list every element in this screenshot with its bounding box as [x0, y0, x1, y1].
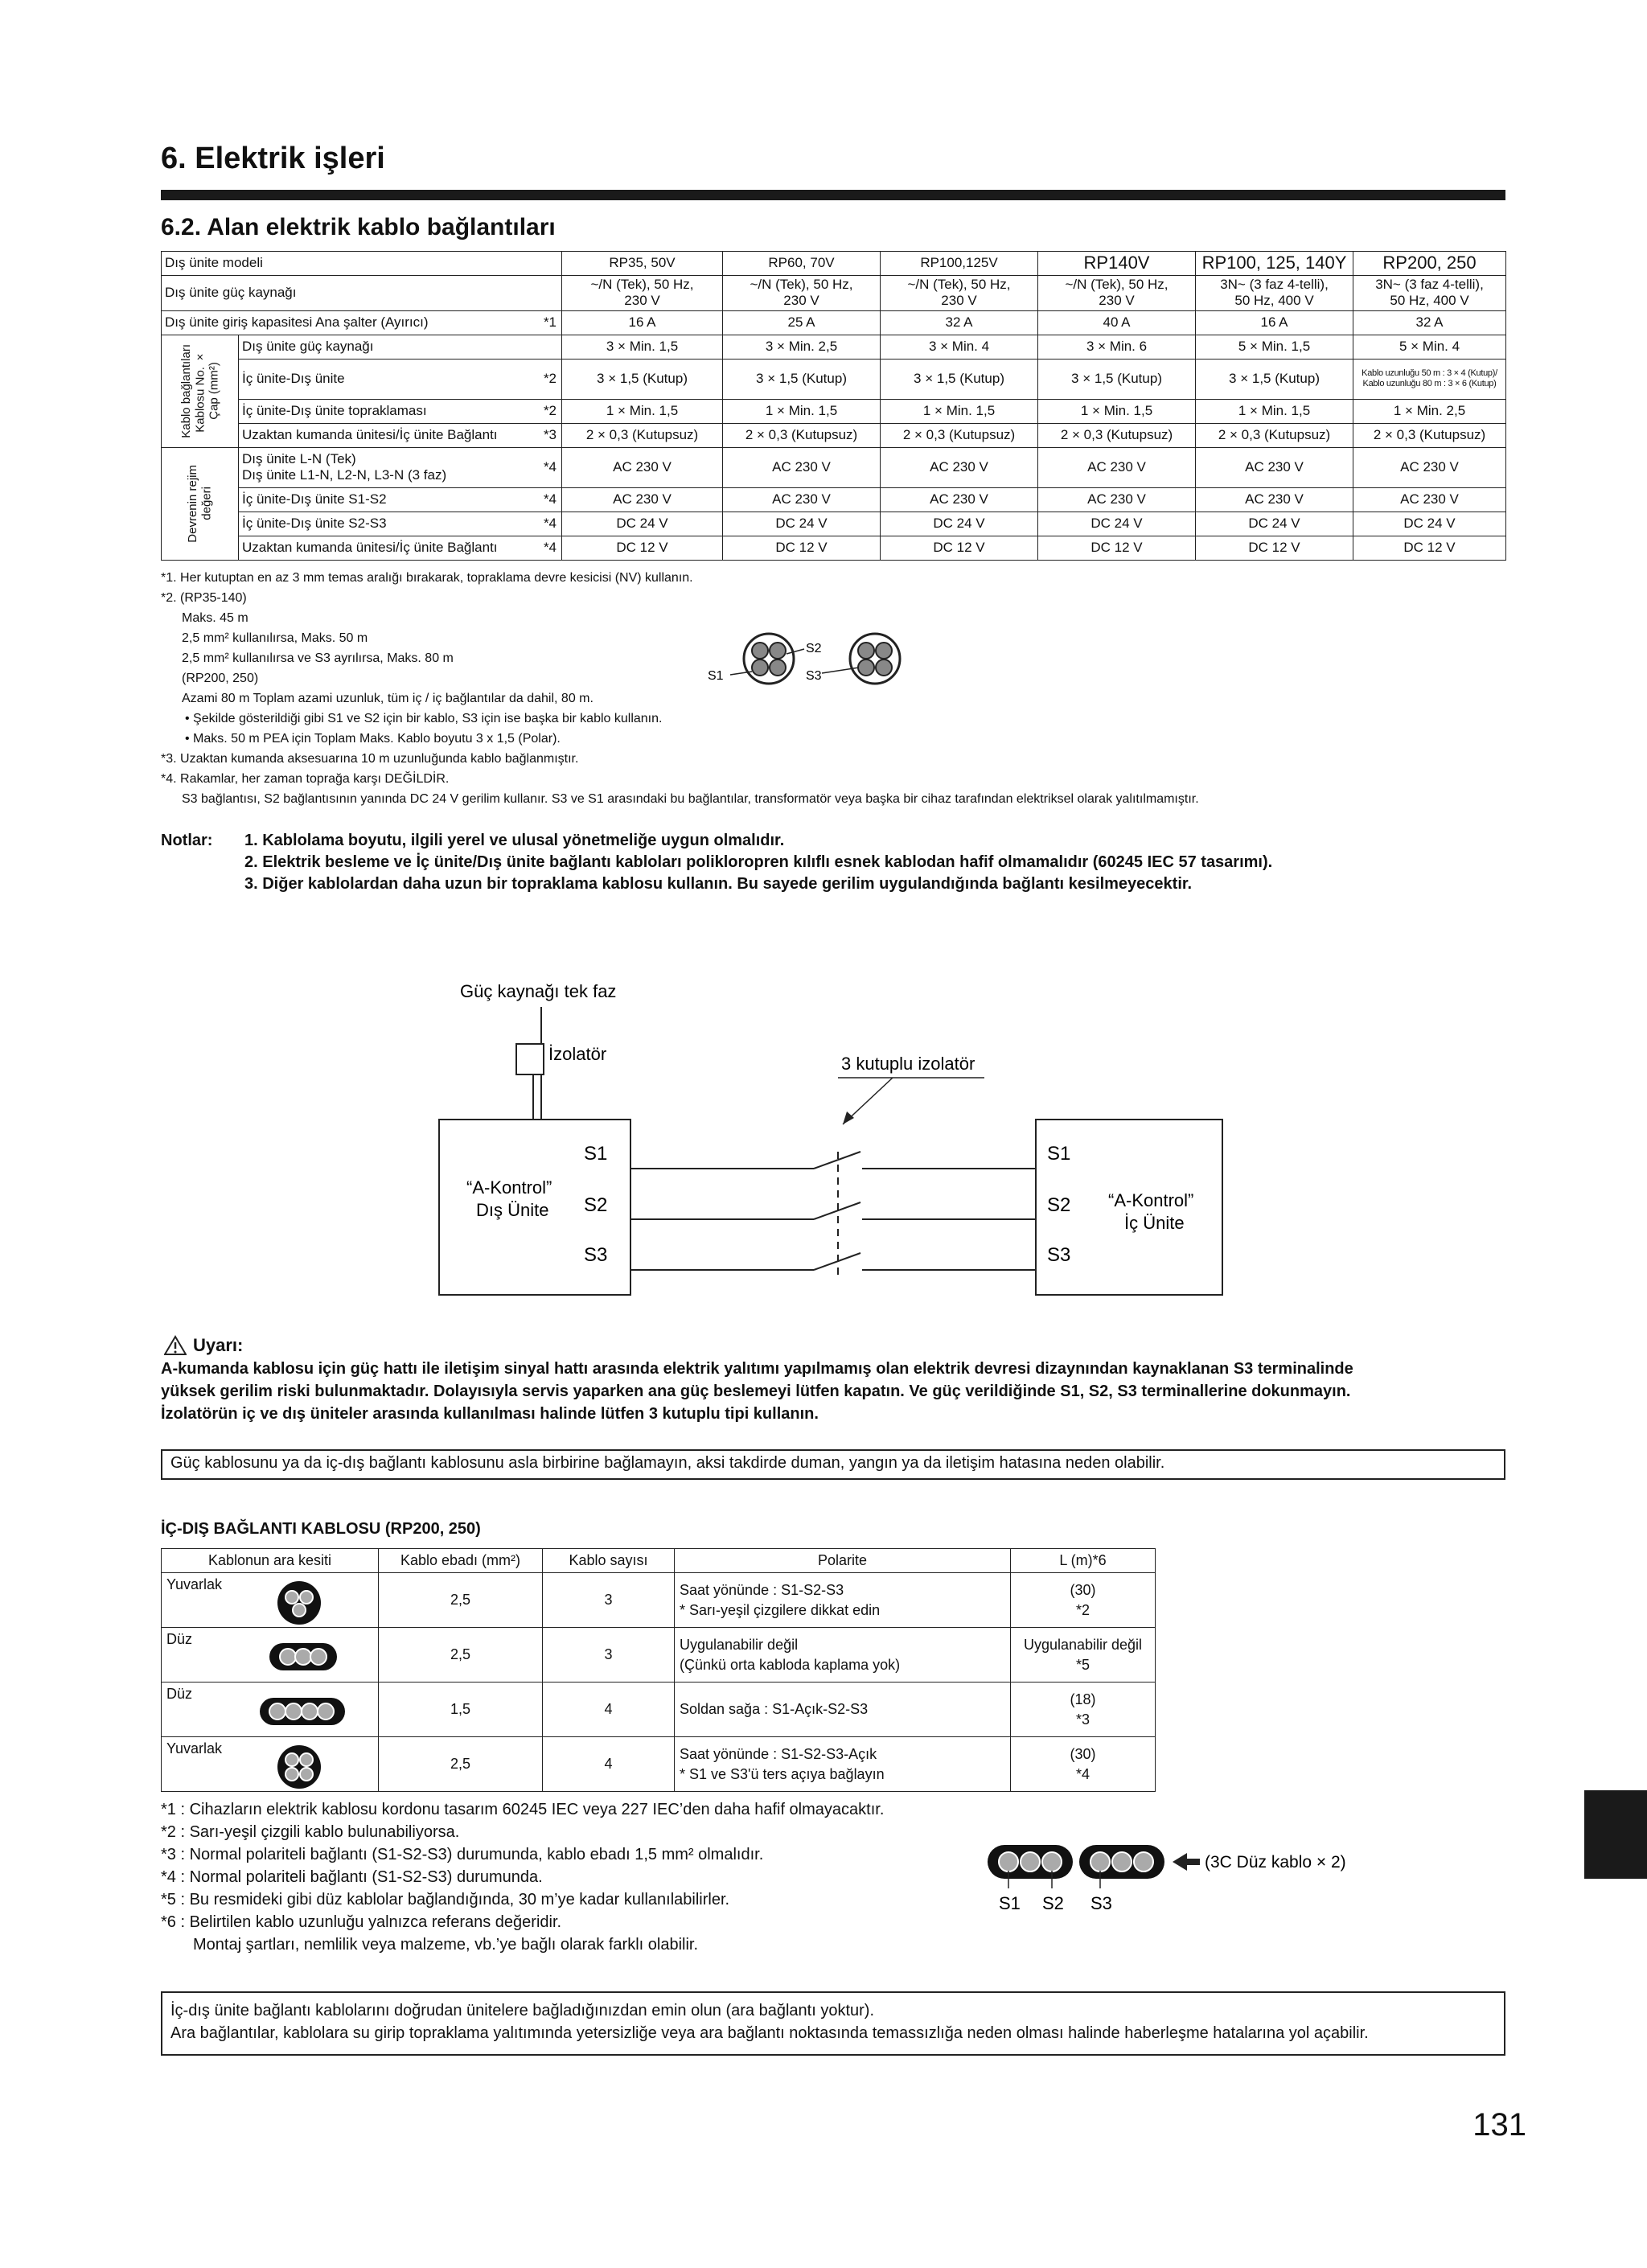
flat-4-core-cable-icon — [258, 1695, 347, 1728]
s3-label: S3 — [806, 669, 822, 683]
cable-cross-section-figure — [708, 631, 917, 688]
row-label: Dış ünite L-N (Tek) Dış ünite L1-N, L2-N, L3-N (3 faz) — [239, 447, 530, 487]
breaker-mark: *1 — [530, 310, 562, 335]
breaker-cell: 40 A — [1038, 310, 1196, 335]
table-row: Yuvarlak 2,5 4 Saat yönünde : S1-S2-S3-Açık * S1 ve S3'ü ters açıya bağlayın (30) *4 — [162, 1737, 1156, 1792]
isolator-symbol — [516, 1044, 544, 1074]
round-3-core-cable-icon — [276, 1580, 322, 1626]
indoor-label-1: “A-Kontrol” — [1108, 1190, 1194, 1210]
caution-box: Güç kablosunu ya da iç-dış bağlantı kablosunu asla birbirine bağlamayın, aksi takdirde duman, yangın ya da iletişim hatasına neden olabilir. — [161, 1449, 1505, 1480]
warning-text: A-kumanda kablosu için güç hattı ile iletişim sinyal hattı arasında elektrik yalıtımı yapılmamış olan elektrik devresi dizaynından kaynaklanan S3 terminalinde yüksek gerilim riski bulunmaktadır. Dolayısıyla servis yaparken ana güç beslemeyi lütfen kapatın. Ve güç verildiğinde S1, S2, S3 terminallerine dokunmayın. İzolatörün iç ve dış üniteler arasında kullanılması halinde lütfen 3 kutuplu tipi kullanın. — [161, 1360, 1353, 1423]
round-4-core-cable-icon — [276, 1744, 322, 1790]
flat-cable-1-icon — [988, 1845, 1073, 1879]
wiring-diagram — [426, 973, 1263, 1311]
breaker-label: Dış ünite giriş kapasitesi Ana şalter (Ayırıcı) — [162, 310, 530, 335]
g2-row: Uzaktan kumanda ünitesi/İç ünite Bağlantı *4 DC 12 V DC 12 V DC 12 V DC 12 V DC 12 V DC 12 V — [162, 536, 1506, 560]
row-label: İç ünite-Dış ünite S2-S3 — [239, 512, 530, 536]
outdoor-label-1: “A-Kontrol” — [466, 1177, 552, 1198]
notes-list: 1. Kablolama boyutu, ilgili yerel ve ulusal yönetmeliğe uygun olmalıdır. 2. Elektrik besleme ve İç ünite/Dış ünite bağlantı kabloları polikloropren kılıflı esnek kablodan hafif olmamalıdır (60245 IEC 57 tasarımı). 3. Diğer kablolardan daha uzun bir topraklama kablosu kullanın. Bu sayede gerilim uygulandığında bağlantı kesilmeyecektir. — [244, 832, 1273, 893]
row-label: Uzaktan kumanda ünitesi/İç ünite Bağlantı — [239, 536, 530, 560]
breaker-cell: 32 A — [1353, 310, 1506, 335]
power-row — [162, 276, 1506, 311]
second-cable-icon — [850, 634, 900, 684]
terminal-s2: S2 — [584, 1194, 608, 1216]
power-cell: ~/N (Tek), 50 Hz, 230 V — [562, 276, 723, 311]
power-cell: ~/N (Tek), 50 Hz, 230 V — [1038, 276, 1196, 311]
long-cable-note: Kablo uzunluğu 50 m : 3 × 4 (Kutup)/ Kablo uzunluğu 80 m : 3 × 6 (Kutup) — [1353, 359, 1506, 399]
group1-label: Kablo bağlantıları Kablosu No. × Çap (mm²) — [162, 335, 239, 447]
arrow-left-icon — [1173, 1853, 1187, 1871]
g1-row: Kablo bağlantıları Kablosu No. × Çap (mm²) Dış ünite güç kaynağı 3 × Min. 1,5 3 × Min. 2,5 3 × Min. 4 3 × Min. 6 5 × Min. 1,5 5 × Min. 4 — [162, 335, 1506, 359]
g1-row: İç ünite-Dış ünite topraklaması *2 1 × Min. 1,5 1 × Min. 1,5 1 × Min. 1,5 1 × Min. 1,5 1 × Min. 1,5 1 × Min. 2,5 — [162, 399, 1506, 423]
row-label: Uzaktan kumanda ünitesi/İç ünite Bağlantı — [239, 423, 530, 447]
s2-label: S2 — [806, 642, 822, 655]
breaker-cell: 32 A — [881, 310, 1038, 335]
table-row: Yuvarlak 2,5 3 Saat yönünde : S1-S2-S3 * Sarı-yeşil çizgilere dikkat edin (30) *2 — [162, 1573, 1156, 1628]
model-cell: RP200, 250 — [1353, 252, 1506, 276]
terminal-s3: S3 — [584, 1244, 608, 1266]
flat-cable-pair-figure — [986, 1842, 1388, 1914]
cable-footnotes: *1 : Cihazların elektrik kablosu kordonu tasarım 60245 IEC veya 227 IEC’den daha hafif olmayacaktır. *2 : Sarı-yeşil çizgili kablo bulunabiliyorsa. *3 : Normal polariteli bağlantı (S1-S2-S3) durumunda, kablo ebadı 1,5 mm² olmalıdır. *4 : Normal polariteli bağlantı (S1-S2-S3) durumunda. *5 : Bu resmideki gibi düz kablolar bağlandığında, 30 m’ye kadar kullanılabilirler. *6 : Belirtilen kablo uzunluğu yalnızca referans değeridir. Montaj şartları, nemlilik veya malzeme, vb.’ye bağlı olarak farklı olabilir. — [161, 1801, 885, 1954]
terminal-s3-indoor: S3 — [1047, 1244, 1071, 1266]
power-supply-label: Güç kaynağı tek faz — [460, 981, 617, 1001]
footnotes: *1. Her kutuptan en az 3 mm temas aralığı bırakarak, topraklama devre kesicisi (NV) kullanın. *2. (RP35-140) Maks. 45 m 2,5 mm² kullanılırsa, Maks. 50 m 2,5 mm² kullanılırsa ve S3 ayrılırsa, Maks. 80 m (RP200, 250) Azami 80 m Toplam azami uzunluk, tüm iç / iç bağlantılar da dahil, 80 m. • Şekilde gösterildiği gibi S1 ve S2 için bir kablo, S3 için ise başka bir kablo kullanın. • Maks. 50 m PEA için Toplam Maks. Kablo boyutu 3 x 1,5 (Polar). *3. Uzaktan kumanda aksesuarına 10 m uzunluğunda kablo bağlanmıştır. *4. Rakamlar, her zaman toprağa karşı DEĞİLDİR. S3 bağlantısı, S2 bağlantısının yanında DC 24 V gerilim kullanır. S3 ve S1 arasındaki bu bağlantılar, transformatör veya başka bir cihaz tarafından elektriksel olarak yalıtılmamıştır. — [161, 571, 1199, 806]
breaker-cell: 25 A — [723, 310, 881, 335]
two-core-cable-icon — [744, 634, 794, 684]
group2-label: Devrenin rejim değeri — [162, 447, 239, 560]
power-label: Dış ünite güç kaynağı — [162, 276, 530, 311]
row-label: İç ünite-Dış ünite — [239, 359, 530, 399]
flat-cable-2-icon — [1079, 1845, 1164, 1879]
three-pole-isolator-label: 3 kutuplu izolatör — [841, 1054, 975, 1074]
power-cell: ~/N (Tek), 50 Hz, 230 V — [881, 276, 1038, 311]
row-label: İç ünite-Dış ünite topraklaması — [239, 399, 530, 423]
isolator-label: İzolatör — [548, 1044, 607, 1064]
info-box: İç-dış ünite bağlantı kablolarını doğrudan ünitelere bağladığınızdan emin olun (ara bağlantı yoktur). Ara bağlantılar, kablolara su girip topraklama yalıtımında yetersizliğe veya ara bağlantı noktasında temassızlığa neden olması halinde haberleşme hatalarına yol açabilir. — [161, 1991, 1505, 2056]
row-label: İç ünite-Dış ünite S1-S2 — [239, 487, 530, 512]
cable-table-title: İÇ-DIŞ BAĞLANTI KABLOSU (RP200, 250) — [161, 1520, 481, 1538]
g2-row: İç ünite-Dış ünite S1-S2 *4 AC 230 V AC 230 V AC 230 V AC 230 V AC 230 V AC 230 V — [162, 487, 1506, 512]
cable-table — [161, 1548, 1156, 1792]
section-tab-marker — [1584, 1790, 1647, 1879]
notes-label: Notlar: — [161, 832, 213, 849]
warning-title: Uyarı: — [193, 1335, 244, 1355]
title-rule — [161, 190, 1505, 200]
power-cell: 3N~ (3 faz 4-telli), 50 Hz, 400 V — [1196, 276, 1353, 311]
indoor-label-2: İç Ünite — [1124, 1213, 1185, 1233]
page-number: 131 — [1472, 2107, 1526, 2143]
warning-icon — [164, 1335, 187, 1356]
g1-row: Uzaktan kumanda ünitesi/İç ünite Bağlantı *3 2 × 0,3 (Kutupsuz) 2 × 0,3 (Kutupsuz) 2 × 0,3 (Kutupsuz) 2 × 0,3 (Kutupsuz) 2 × 0,3 (Kutupsuz) 2 × 0,3 (Kutupsuz) — [162, 423, 1506, 447]
power-cell: ~/N (Tek), 50 Hz, 230 V — [723, 276, 881, 311]
flat-s2: S2 — [1042, 1893, 1064, 1913]
model-cell: RP140V — [1038, 252, 1196, 276]
breaker-cell: 16 A — [562, 310, 723, 335]
subsection-title: 6.2. Alan elektrik kablo bağlantıları — [161, 214, 556, 240]
wires — [630, 1152, 1036, 1270]
table-row: Düz 2,5 3 Uygulanabilir değil (Çünkü orta kabloda kaplama yok) Uygulanabilir değil *5 — [162, 1628, 1156, 1683]
s1-label: S1 — [708, 669, 724, 683]
g1-row: İç ünite-Dış ünite *2 3 × 1,5 (Kutup) 3 × 1,5 (Kutup) 3 × 1,5 (Kutup) 3 × 1,5 (Kutup) 3 × 1,5 (Kutup) Kablo uzunluğu 50 m : 3 × 4 (Kutup)/ Kablo uzunluğu 80 m : 3 × 6 (Kutup) — [162, 359, 1506, 399]
spec-table — [161, 251, 1506, 561]
terminal-s1: S1 — [584, 1143, 608, 1165]
model-cell: RP35, 50V — [562, 252, 723, 276]
terminal-s2-indoor: S2 — [1047, 1194, 1071, 1216]
power-cell: 3N~ (3 faz 4-telli), 50 Hz, 400 V — [1353, 276, 1506, 311]
g2-row: İç ünite-Dış ünite S2-S3 *4 DC 24 V DC 24 V DC 24 V DC 24 V DC 24 V DC 24 V — [162, 512, 1506, 536]
breaker-cell: 16 A — [1196, 310, 1353, 335]
flat-cable-label: (3C Düz kablo × 2) — [1205, 1853, 1346, 1872]
breaker-row — [162, 310, 1506, 335]
model-cell: RP100, 125, 140Y — [1196, 252, 1353, 276]
g2-row: Devrenin rejim değeri Dış ünite L-N (Tek) Dış ünite L1-N, L2-N, L3-N (3 faz) *4 AC 230 V AC 230 V AC 230 V AC 230 V AC 230 V AC 230 V — [162, 447, 1506, 487]
model-row — [162, 252, 1506, 276]
header-label: Dış ünite modeli — [162, 252, 530, 276]
section-title: 6. Elektrik işleri — [161, 142, 385, 175]
model-cell: RP100,125V — [881, 252, 1038, 276]
flat-s1: S1 — [999, 1893, 1021, 1913]
cable-table-header: Kablonun ara kesiti Kablo ebadı (mm²) Kablo sayısı Polarite L (m)*6 — [162, 1549, 1156, 1573]
flat-s3: S3 — [1090, 1893, 1112, 1913]
table-row: Düz 1,5 4 Soldan sağa : S1-Açık-S2-S3 (18) *3 — [162, 1683, 1156, 1737]
model-cell: RP60, 70V — [723, 252, 881, 276]
terminal-s1-indoor: S1 — [1047, 1143, 1071, 1165]
outdoor-label-2: Dış Ünite — [476, 1200, 549, 1220]
row-label: Dış ünite güç kaynağı — [239, 335, 530, 359]
flat-3-core-cable-icon — [268, 1641, 339, 1673]
